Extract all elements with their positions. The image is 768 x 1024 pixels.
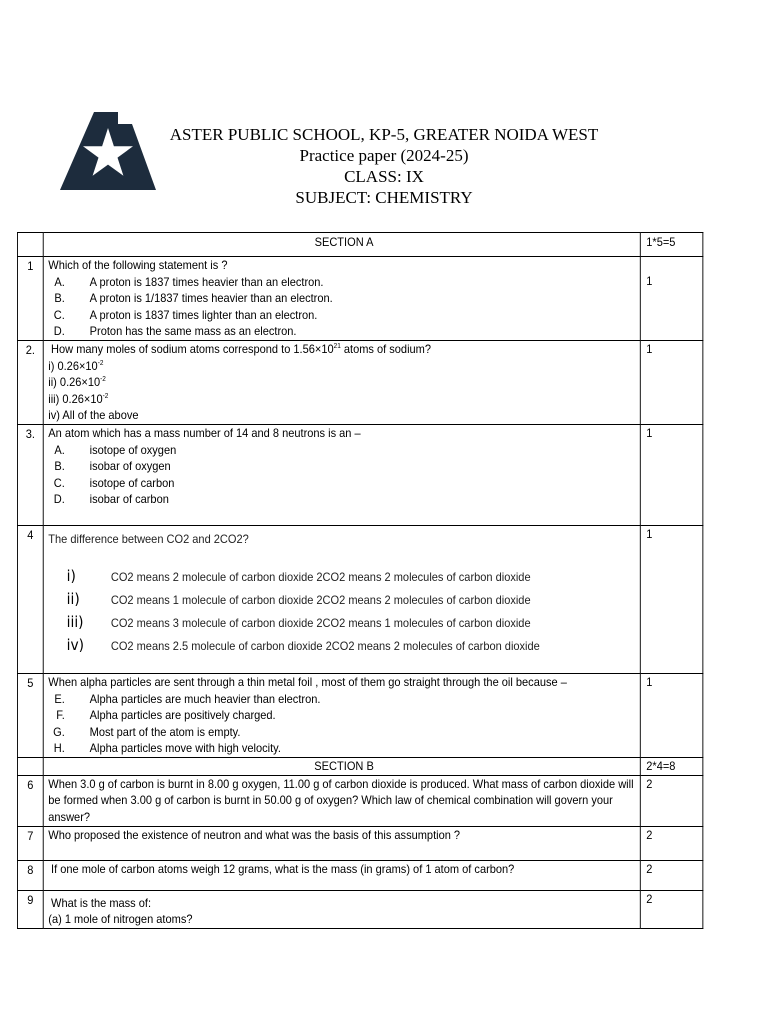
option-list xyxy=(48,442,640,508)
question-number: 2. xyxy=(17,341,43,425)
option-text: Alpha particles move with high velocity. xyxy=(89,741,281,755)
option-item xyxy=(48,442,640,459)
option-item xyxy=(48,691,640,708)
question-number: 4 xyxy=(17,526,43,674)
option-text: A proton is 1/1837 times heavier than an electron. xyxy=(89,291,333,305)
option-item xyxy=(48,614,640,637)
option-letter: D. xyxy=(53,324,65,338)
school-name: ASTER PUBLIC SCHOOL, KP-5, GREATER NOIDA WEST xyxy=(169,125,599,144)
question-body xyxy=(43,674,640,758)
question-row xyxy=(17,341,702,425)
option-letter: D. xyxy=(53,492,65,506)
option-letter: B. xyxy=(54,291,65,305)
section-b-row xyxy=(17,758,702,776)
option-numeral: iii) xyxy=(66,612,84,631)
option-item xyxy=(48,591,640,614)
section-b-marks: 2*4=8 xyxy=(640,758,703,776)
question-marks: 2 xyxy=(640,860,703,890)
question-row xyxy=(17,775,702,826)
question-number: 7 xyxy=(17,826,43,860)
section-a-title: SECTION A xyxy=(43,233,640,257)
question-marks xyxy=(640,257,703,341)
question-text: Which of the following statement is ? xyxy=(48,258,228,272)
question-text: When alpha particles are sent through a thin metal foil , most of them go straight through the oil because – xyxy=(48,675,567,689)
option-letter: C. xyxy=(53,475,65,490)
option-text: A proton is 1837 times lighter than an electron. xyxy=(89,307,318,322)
question-number: 5 xyxy=(17,674,43,758)
option-numeral: iv) xyxy=(66,635,85,654)
option-text: isobar of oxygen xyxy=(89,459,171,473)
option-text: isotope of oxygen xyxy=(89,442,177,457)
option-letter: E. xyxy=(54,691,65,706)
question-body xyxy=(43,425,640,526)
question-row xyxy=(17,526,702,674)
option-text: isobar of carbon xyxy=(89,492,169,506)
question-marks: 1 xyxy=(640,674,703,758)
option-numeral: ii) xyxy=(66,589,80,608)
class-label: CLASS: IX xyxy=(344,167,424,186)
paper-header xyxy=(160,124,608,208)
option-text: A proton is 1837 times heavier than an electron. xyxy=(89,274,324,289)
school-logo xyxy=(60,112,156,190)
question-number: 8 xyxy=(17,860,43,890)
question-text: Who proposed the existence of neutron and what was the basis of this assumption ? xyxy=(43,826,640,860)
option-item xyxy=(48,568,640,591)
section-b-title: SECTION B xyxy=(43,758,640,776)
question-text: If one mole of carbon atoms weigh 12 grams, what is the mass (in grams) of 1 atom of carbon? xyxy=(43,860,640,890)
question-row xyxy=(17,674,702,758)
question-marks: 2 xyxy=(640,775,703,826)
sub-question: (a) 1 mole of nitrogen atoms? xyxy=(48,912,193,926)
question-marks: 1 xyxy=(640,526,703,674)
option-letter: F. xyxy=(56,708,65,722)
option-text: CO2 means 1 molecule of carbon dioxide 2CO2 means 2 molecules of carbon dioxide xyxy=(110,592,531,607)
option-letter: A. xyxy=(54,442,65,457)
section-a-marks: 1*5=5 xyxy=(640,233,703,257)
option-list xyxy=(48,274,640,340)
option-item xyxy=(48,290,640,307)
question-body xyxy=(43,257,640,341)
option-letter: C. xyxy=(53,307,65,322)
option-text: CO2 means 2 molecule of carbon dioxide 2CO2 means 2 molecules of carbon dioxide xyxy=(110,569,531,584)
option-text: Alpha particles are much heavier than electron. xyxy=(89,691,321,706)
question-number: 9 xyxy=(17,890,43,928)
question-number: 1 xyxy=(17,257,43,341)
option-item: i) $0.26\times 10^{-2}$ xyxy=(48,358,104,373)
question-marks: 1 xyxy=(640,341,703,425)
question-number: 6 xyxy=(17,775,43,826)
question-text: When 3.0 g of carbon is burnt in 8.00 g oxygen, 11.00 g of carbon dioxide is produced. What mass of carbon dioxide will be formed when 3.00 g of carbon is burnt in 50.00 g of oxygen? Which law of chemical combination will govern your answer? xyxy=(43,775,640,826)
option-text: Proton has the same mass as an electron. xyxy=(89,324,297,338)
question-row xyxy=(17,257,702,341)
option-item xyxy=(48,491,640,508)
option-numeral: i) xyxy=(66,566,76,585)
question-marks: 1 xyxy=(640,425,703,526)
option-list xyxy=(48,691,640,757)
option-letter: A. xyxy=(54,274,65,289)
question-row xyxy=(17,425,702,526)
question-table xyxy=(17,232,703,929)
question-body xyxy=(43,890,640,928)
question-text: What is the mass of: xyxy=(51,895,152,910)
question-number: 3. xyxy=(17,425,43,526)
question-body xyxy=(43,526,640,674)
option-item xyxy=(48,475,640,492)
question-row xyxy=(17,890,702,928)
marks-value: 1 xyxy=(646,274,653,288)
question-marks: 2 xyxy=(640,826,703,860)
option-item xyxy=(48,274,640,291)
option-letter: G. xyxy=(53,724,65,739)
paper-title: Practice paper (2024-25) xyxy=(299,146,469,165)
option-letter: B. xyxy=(54,459,65,473)
option-item: iii) $0.26\times 10^{-2}$ xyxy=(48,391,109,406)
option-text: Alpha particles are positively charged. xyxy=(89,708,276,722)
option-list xyxy=(48,568,640,660)
option-text: isotope of carbon xyxy=(89,475,175,490)
question-text: How many moles of sodium atoms correspond to $1.56\times 10^{21}$ atoms of sodium? xyxy=(51,342,431,356)
option-item xyxy=(48,323,640,340)
option-item xyxy=(48,740,640,757)
option-text: Most part of the atom is empty. xyxy=(89,724,241,739)
question-row xyxy=(17,826,702,860)
option-letter: H. xyxy=(53,741,65,755)
option-item xyxy=(48,458,640,475)
subject-label: SUBJECT: CHEMISTRY xyxy=(295,188,473,207)
question-text: An atom which has a mass number of 14 and 8 neutrons is an – xyxy=(48,426,361,440)
option-text: CO2 means 2.5 molecule of carbon dioxide 2CO2 means 2 molecules of carbon dioxide xyxy=(110,638,540,653)
question-row xyxy=(17,860,702,890)
section-a-row xyxy=(17,233,702,257)
question-text: The difference between CO2 and 2CO2? xyxy=(48,532,249,546)
question-body xyxy=(43,341,640,425)
option-item xyxy=(48,307,640,324)
option-item: ii) $0.26\times 10^{-2}$ xyxy=(48,375,106,389)
option-text: CO2 means 3 molecule of carbon dioxide 2CO2 means 1 molecules of carbon dioxide xyxy=(110,615,531,630)
option-item xyxy=(48,707,640,724)
option-item xyxy=(48,637,640,660)
question-marks: 2 xyxy=(640,890,703,928)
option-item xyxy=(48,724,640,741)
option-item: iv) All of the above xyxy=(48,408,139,422)
